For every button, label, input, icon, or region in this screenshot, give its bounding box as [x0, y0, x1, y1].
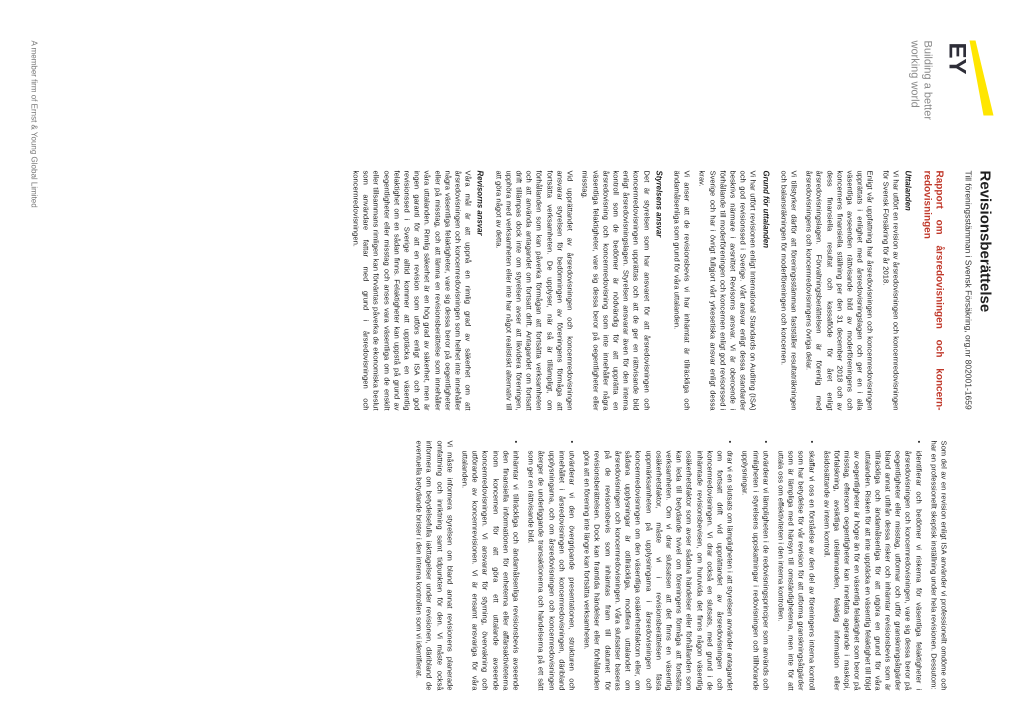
closing-paragraph: Vi måste informera styrelsen om bland annat revisionens planerade omfattning och inriktning samt tidpunkten för den. Vi måste också informera om betydelsefulla iakttagelser under revisionen, däribland de eventuella betydande brister i den interna kontrollen som vi identifierat.: [414, 440, 455, 691]
paragraph: Våra mål är att uppnå en rimlig grad av säkerhet om att årsredovisningen och koncernredovisningen som helhet inte innehåller några väsentliga felaktigheter, vare sig dessa beror på oegentligheter eller på misstag, och att lämna en revisionsberättelse som innehåller våra uttalanden. Rimlig säkerhet är en hög grad av säkerhet, men är ingen garanti för att en revision som utförs enligt ISA och god revisionssed i Sverige alltid kommer att upptäcka en väsentlig felaktighet om en sådan finns. Felaktigheter kan uppstå på grund av oegentligheter eller misstag och anses vara väsentliga om de enskilt eller tillsammans rimligen kan förväntas påverka de ekonomiska beslut som användare fattar med grund i årsredovisningen och koncernredovisningen.: [351, 170, 473, 411]
bullet-item: • drar vi en slutsats om lämpligheten i att styrelsen använder antagandet om fortsatt drift vid upprättandet av årsredovisningen och koncernredovisningen. Vi drar också en slutsats, med grund i de inhämtade revisionsbevisen, om huruvida det finns någon väsentlig osäkerhetsfaktor som avser sådana händelser eller förhållanden som kan leda till betydande tvivel om föreningens förmåga att fortsätta verksamheten. Om vi drar slutsatsen att det finns en väsentlig osäkerhetsfaktor, måste vi i revisionsberättelsen fästa uppmärksamheten på upplysningarna i årsredovisningen och koncernredovisningen om den väsentliga osäkerhetsfaktorn eller, om sådana upplysningar är otillräckliga, modifiera uttalandet om årsredovisningen och koncernredovisningen. Våra slutsatser baseras på de revisionsbevis som inhämtas fram till datumet för revisionsberättelsen. Dock kan framtida händelser eller förhållanden göra att en förening inte längre kan fortsätta verksamheten.: [582, 440, 735, 691]
paragraph: Vi anser att de revisionsbevis vi har inhämtat är tillräckliga och ändamålsenliga som grund för våra uttalanden.: [672, 170, 692, 411]
paragraph: Vi har utfört revisionen enligt International Standards on Auditing (ISA) och god revisionssed i Sverige. Vårt ansvar enligt dessa standarder beskrivs närmare i avsnittet Revisorns ansvar. Vi är oberoende i förhållande till moderföreningen och koncernen enligt god revisorssed i Sverige och har i övrigt fullgjort vårt yrkesetiska ansvar enligt dessa krav.: [697, 170, 758, 411]
bullet-dot-icon: •: [567, 440, 577, 444]
ey-logo-icon: [943, 41, 994, 121]
footer-note: A member firm of Ernst & Young Global Limited: [29, 40, 39, 208]
bullet-item: • utvärderar vi lämpligheten i de redovisningsprinciper som används och rimligheten i styrelsens uppskattningar i redovisningen och tillhörande upplysningar.: [740, 440, 771, 691]
logo-tagline: Building a better working world: [908, 40, 934, 120]
rotated-page: [0, 1, 1024, 724]
page-title: Revisionsberättelse: [976, 170, 994, 313]
bullet-dot-icon: •: [914, 440, 924, 444]
subheading-uttalanden: Uttalanden: [903, 170, 913, 211]
bullet-dot-icon: •: [511, 440, 521, 444]
page-subtitle: Till föreningsstämman i Svensk Försäkring, org.nr 802001-1659: [963, 170, 974, 410]
bullet-item: • skaffar vi oss en förståelse av den del av föreningens interna kontroll som har betydelse för vår revision för att utforma granskningsåtgärder som är lämpliga med hänsyn till omständigheterna, men inte för att uttala oss om effektiviteten i den interna kontrollen.: [776, 440, 817, 691]
bullet-item: • inhämtar vi tillräckliga och ändamålsenliga revisionsbevis avseende den finansiella informationen för enheterna eller affärsaktiviteterna inom koncernen för att göra ett uttalande avseende koncernredovisningen. Vi ansvarar för styrning, övervakning och utförande av koncernrevisionen. Vi är ensamt ansvariga för våra uttalanden.: [460, 440, 521, 691]
section-heading: Rapport om årsredovisningen och koncern-redovisningen: [921, 170, 945, 411]
right-column: [409, 441, 949, 691]
bullet-dot-icon: •: [761, 440, 771, 444]
bullet-item: • utvärderar vi den övergripande presentationen, strukturen och innehållet i årsredovisningen och koncernredovisningen, däribland upplysningarna, och om årsredovisningen och koncernredovisningen återger de underliggande transaktionerna och händelserna på ett sätt som ger en rättvisande bild.: [526, 440, 577, 691]
paragraph: Det är styrelsen som har ansvaret för att årsredovisningen och koncernredovisningen upprättas och att de ger en rättvisande bild enligt årsredovisningslagen. Styrelsen ansvarar även för den interna kontroll som de bedömer är nödvändig för att upprätta en årsredovisning och koncernredovisning som inte innehåller några väsentliga felaktigheter, vare sig dessa beror på oegentligheter eller misstag.: [580, 170, 652, 411]
bullet-item: • identifierar och bedömer vi riskerna för väsentliga felaktigheter i årsredovisningen och koncernredovisningen, vare sig dessa beror på oegentligheter eller misstag, utformar och utför granskningsåtgärder bland annat utifrån dessa risker och inhämtar revisionsbevis som är tillräckliga och ändamålsenliga för att utgöra en grund för våra uttalanden. Risken för att inte upptäcka en väsentlig felaktighet till följd av oegentligheter är högre än för en väsentlig felaktighet som beror på misstag, eftersom oegentligheter kan innefatta agerande i maskopi, förfalskning, avsiktliga utelämnanden, felaktig information eller åsidosättande av intern kontroll.: [822, 440, 924, 691]
intro-paragraph: Som del av en revision enligt ISA använder vi professionellt omdöme och har en professionellt skeptisk inställning under hela revisionen. Dessutom:: [929, 440, 949, 691]
paragraph: Vid upprättandet av årsredovisningen och koncernredovisningen ansvarar styrelsen för bedömningen av föreningens förmåga att fortsätta verksamheten. De upplyser, när så är tillämpligt, om förhållanden som kan påverka förmågan att fortsätta verksamheten och att använda antagandet om fortsatt drift. Antagandet om fortsatt drift tillämpas dock inte om styrelsen avser att likvidera föreningen, upphöra med verksamheten eller inte har något realistiskt alternativ till att göra något av detta.: [494, 170, 575, 411]
paragraph: Vi tillstyrker därför att föreningsstämman fastställer resultaträkningen och balansräkningen för moderföreningen och koncernen.: [779, 170, 799, 411]
subheading-styrelsens-ansvar: Styrelsens ansvar: [654, 170, 664, 238]
bullet-dot-icon: •: [807, 440, 817, 444]
paragraph: Enligt vår uppfattning har årsredovisningen och koncernredovisningen upprättats i enlighet med årsredovisningslagen och ger en i alla väsentliga avseenden rättvisande bild av moderföreningens och koncernens finansiella ställning per den 31 december 2018 och av dess finansiella resultat och kassaflöde för året enligt årsredovisningslagen. Förvaltningsberättelsen är förenlig med årsredovisningens och koncernredovisningens övriga delar.: [804, 170, 875, 411]
subheading-revisorns-ansvar: Revisorns ansvar: [475, 170, 485, 236]
paragraph: Vi har utfört en revision av årsredovisningen och koncernredovisningen för Svensk Försäkring för år 2018.: [881, 170, 901, 411]
subheading-grund: Grund för uttalanden: [761, 170, 771, 249]
bullet-dot-icon: •: [725, 440, 735, 444]
logo-text: EY: [943, 42, 971, 75]
left-column: [345, 171, 948, 411]
